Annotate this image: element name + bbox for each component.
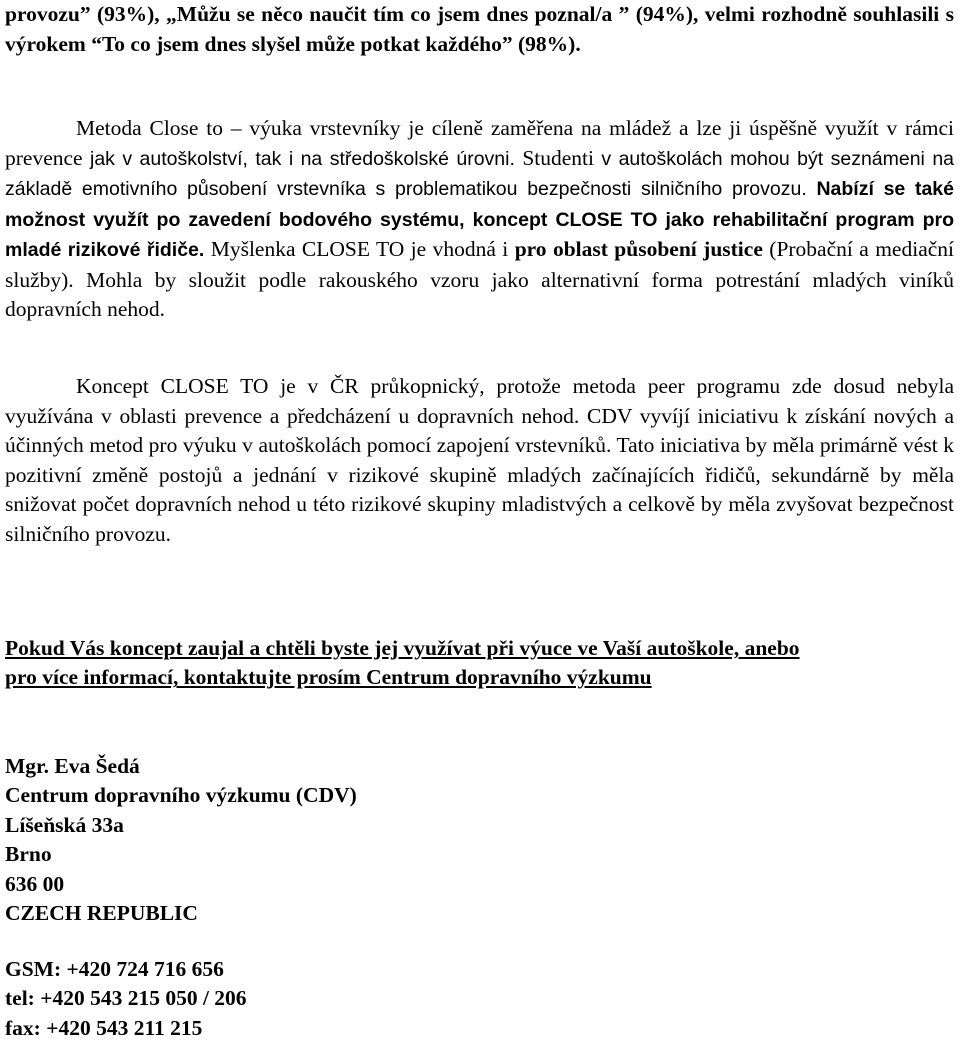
metoda-part4: v autoškolách mohou být seznámeni na základě emotivního působení vrstevníka s problematikou bezpečnosti silničního provozu. bbox=[5, 147, 955, 200]
contact-name: Mgr. Eva Šedá bbox=[5, 754, 140, 778]
contact-zip: 636 00 bbox=[5, 871, 65, 896]
metoda-part5: Myšlenka CLOSE TO je vhodná i bbox=[210, 237, 509, 261]
intro-text: provozu” (93%), „Můžu se něco naučit tím co jsem dnes poznal/a ” (94%), velmi rozhodně souhlasili s výrokem “To co jsem dnes slyšel může potkat každého” (98%). bbox=[5, 2, 954, 56]
metoda-part6: (Probační a mediační služby). Mohla by sloužit podle rakouského vzoru jako alternativní forma potrestání mladých viníků dopravních nehod. bbox=[5, 237, 955, 321]
contact-city: Brno bbox=[5, 842, 52, 867]
contact-fax: fax: +420 543 211 215 bbox=[5, 1015, 203, 1040]
contact-phones bbox=[5, 955, 247, 1043]
contact-organization: Centrum dopravního výzkumu (CDV) bbox=[5, 783, 357, 808]
metoda-part1: Metoda Close to – výuka vrstevníky je cíleně zaměřena na mládež a lze ji úspěšně využít v rámci prevence bbox=[5, 116, 954, 170]
contact-gsm: GSM: +420 724 716 656 bbox=[5, 957, 224, 981]
contact-country: CZECH REPUBLIC bbox=[5, 900, 198, 925]
metoda-part3: Studenti bbox=[522, 145, 594, 170]
invitation-line-2: pro více informací, kontaktujte prosím Centrum dopravního výzkumu bbox=[5, 665, 652, 690]
metoda-part2: jak v autoškolství, tak i na středoškolské úrovni. bbox=[90, 147, 515, 170]
intro-paragraph bbox=[5, 0, 954, 59]
contact-invitation bbox=[5, 634, 954, 693]
contact-street: Líšeňská 33a bbox=[5, 812, 124, 837]
contact-address bbox=[5, 752, 357, 928]
koncept-paragraph bbox=[5, 372, 954, 549]
invitation-line-1: Pokud Vás koncept zaujal a chtěli byste jej využívat při výuce ve Vaší autoškole, anebo bbox=[5, 636, 800, 660]
metoda-bold2: pro oblast působení justice bbox=[514, 237, 763, 261]
metoda-bold1: Nabízí se také možnost využít po zavedení bodového systému, koncept CLOSE TO jako rehabilitační program pro mladé rizikové řidiče. bbox=[5, 178, 954, 261]
koncept-text: Koncept CLOSE TO je v ČR průkopnický, protože metoda peer programu zde dosud nebyla využívána v oblasti prevence a předcházení u dopravních nehod. CDV vyvíjí iniciativu k získání nových a účinných metod pro výuku v autoškolách pomocí zapojení vrstevníků. Tato iniciativa by měla primárně vést k pozitivní změně postojů a jednání v rizikové skupině mladých začínajících řidičů, sekundárně by měla snižovat počet dopravních nehod u této rizikové skupiny mladistvých a celkově by měla zvyšovat bezpečnost silničního provozu. bbox=[5, 374, 954, 546]
contact-tel: tel: +420 543 215 050 / 206 bbox=[5, 986, 247, 1011]
metoda-paragraph bbox=[5, 114, 954, 325]
